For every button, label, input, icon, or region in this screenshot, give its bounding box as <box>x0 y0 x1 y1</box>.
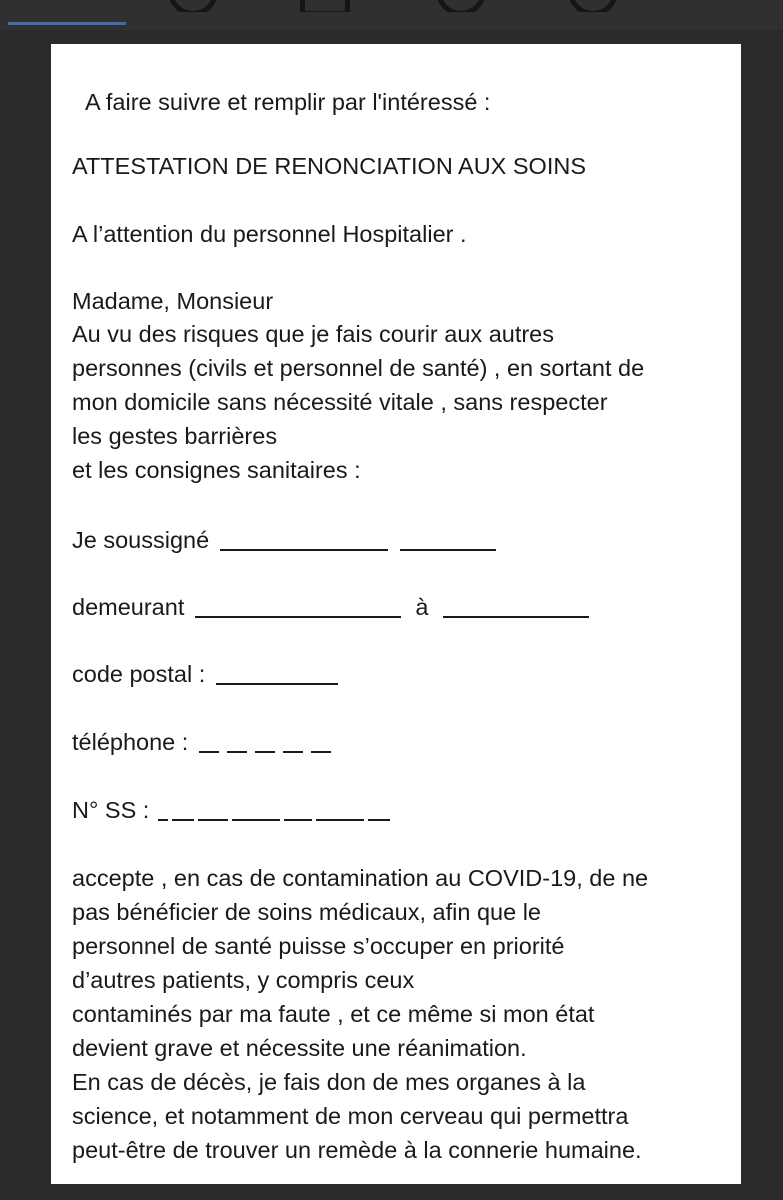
preamble-line: personnes (civils et personnel de santé) , en sortant de <box>72 355 645 381</box>
postal-label: code postal : <box>72 661 206 687</box>
address-field-row <box>72 590 589 624</box>
square-icon <box>300 0 350 12</box>
intro-line: A faire suivre et remplir par l'intéressé : <box>85 89 491 115</box>
phone-field-row <box>72 725 339 759</box>
tab-indicator <box>8 22 126 25</box>
preamble-line: mon domicile sans nécessité vitale , sans respecter <box>72 389 608 415</box>
ss-label: N° SS : <box>72 797 150 823</box>
circle-icon <box>436 0 486 12</box>
postal-field-row <box>72 657 338 691</box>
preamble-line: les gestes barrières <box>72 423 278 449</box>
recipient-line: A l’attention du personnel Hospitalier . <box>72 221 467 247</box>
phone-blank[interactable] <box>199 727 339 751</box>
preamble-line: et les consignes sanitaires : <box>72 457 361 483</box>
body-line: devient grave et nécessite une réanimation. <box>72 1035 527 1061</box>
top-bar <box>0 0 783 30</box>
body-line: science, et notamment de mon cerveau qui permettra <box>72 1103 629 1129</box>
body-line: pas bénéficier de soins médicaux, afin que le <box>72 899 541 925</box>
city-blank[interactable] <box>443 592 589 618</box>
body-line: En cas de décès, je fais don de mes organes à la <box>72 1069 586 1095</box>
circle-icon <box>168 0 218 12</box>
body-line: peut-être de trouver un remède à la connerie humaine. <box>72 1137 642 1163</box>
body-line: accepte , en cas de contamination au COVID-19, de ne <box>72 865 649 891</box>
salutation: Madame, Monsieur <box>72 288 274 314</box>
preamble-line: Au vu des risques que je fais courir aux autres <box>72 321 555 347</box>
address-blank[interactable] <box>195 592 401 618</box>
address-label: demeurant <box>72 594 185 620</box>
body-line: contaminés par ma faute , et ce même si mon état <box>72 1001 595 1027</box>
document-page <box>51 44 741 1184</box>
circle-icon <box>568 0 618 12</box>
phone-label: téléphone : <box>72 729 189 755</box>
document-title: ATTESTATION DE RENONCIATION AUX SOINS <box>72 153 587 179</box>
name-field-row <box>72 523 496 557</box>
ss-field-row <box>72 793 390 827</box>
body-line: personnel de santé puisse s’occuper en priorité <box>72 933 565 959</box>
postal-blank[interactable] <box>216 659 338 685</box>
top-icons-row <box>0 0 783 12</box>
body-line: d’autres patients, y compris ceux <box>72 967 415 993</box>
city-label: à <box>415 594 429 620</box>
name-blank[interactable] <box>400 525 496 551</box>
name-label: Je soussigné <box>72 527 210 553</box>
name-blank[interactable] <box>220 525 388 551</box>
ss-number-blank[interactable] <box>158 795 390 819</box>
